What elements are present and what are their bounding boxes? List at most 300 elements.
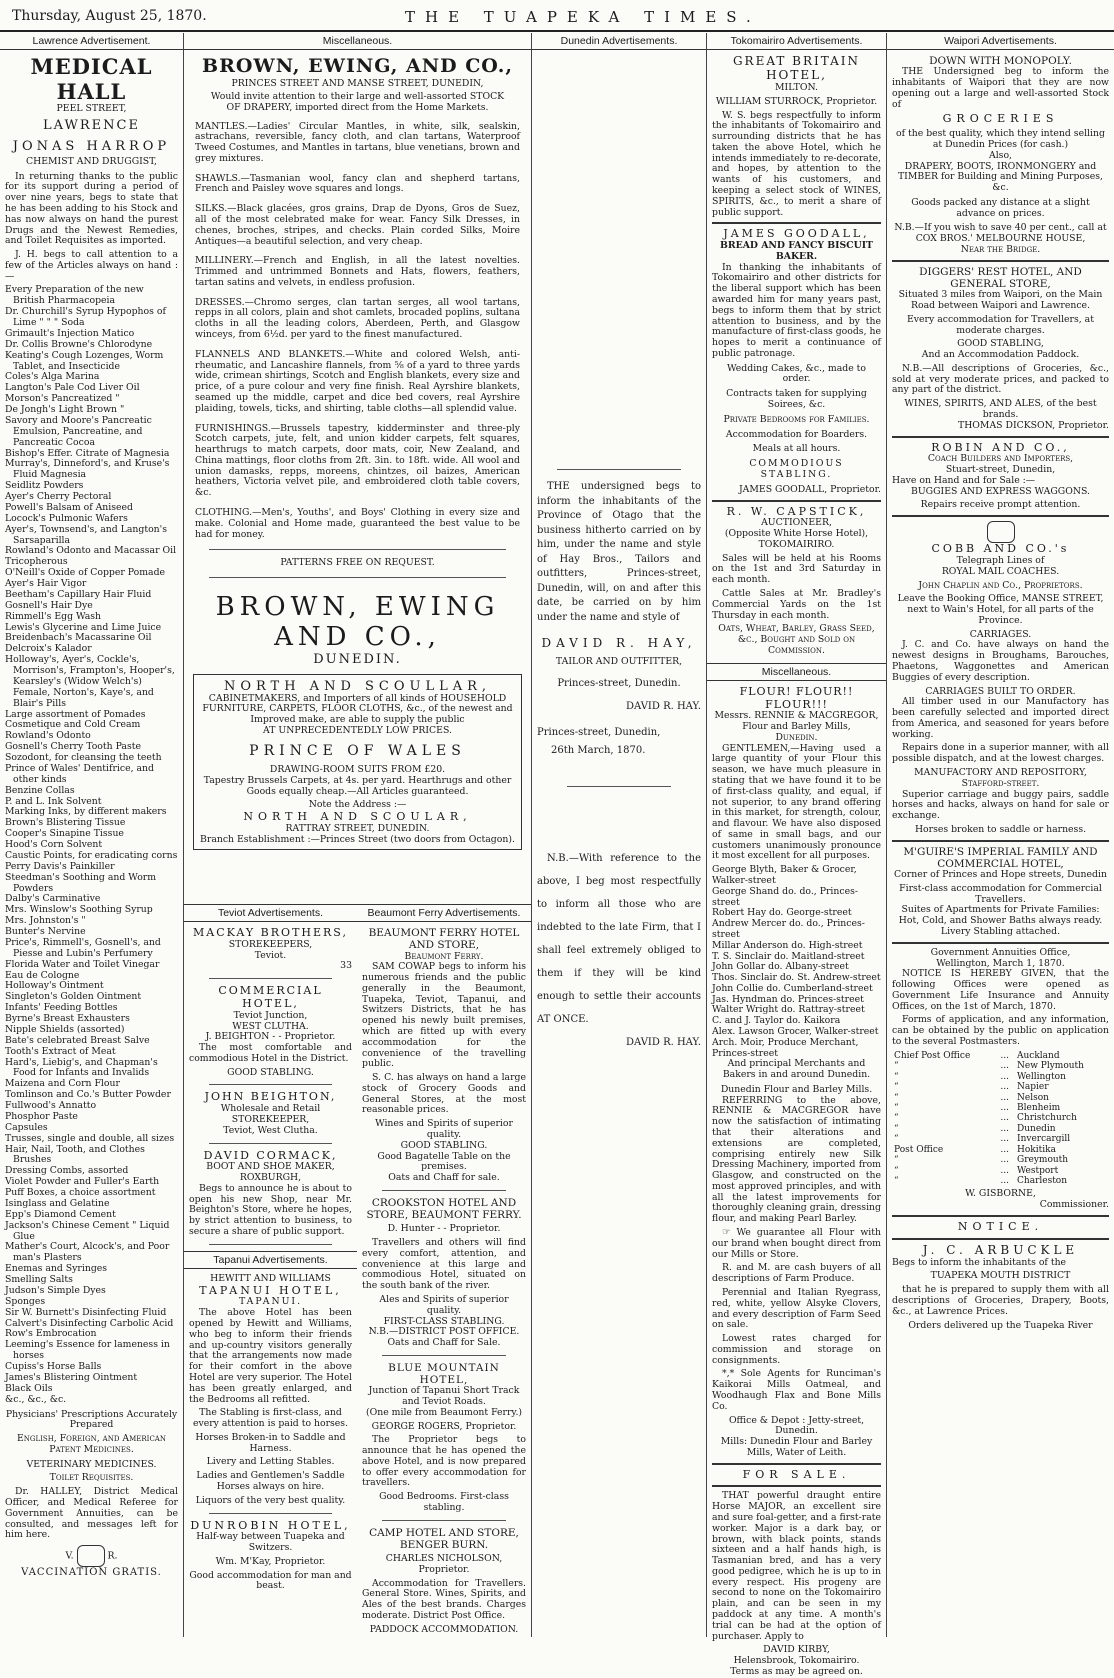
post-office-row: “ ... Charleston xyxy=(892,1176,1109,1186)
repairs-text: Repairs done in a superior manner, with all possible dispatch, and at the lowest charges. xyxy=(892,742,1109,765)
post-office-row: Post Office ... Hokitika xyxy=(892,1145,1109,1155)
signatory: Robert Hay do. George-street xyxy=(712,907,852,919)
mguire-corner: Corner of Princes and Hope streets, Dunedin xyxy=(894,869,1107,881)
annuities-forms: Forms of application, and any information, can be obtained by the public on application to the several Postmasters. xyxy=(892,1014,1109,1047)
crookston-ales: Ales and Spirits of superior quality. xyxy=(379,1293,509,1316)
office-town: New Plymouth xyxy=(1017,1061,1084,1072)
office-type: “ xyxy=(894,1165,899,1176)
list-item: Bate's celebrated Breast Salve xyxy=(5,1034,150,1046)
drapery-section: MANTLES.—Ladies' Circular Mantles, in white, silk, sealskin, astrachans, reversible, fancy cloth, and clan tartans, Waterproof Tweed Costumes, and Mantles in tartans, blue venetians, brown and grey mixtures. xyxy=(195,120,520,164)
list-item: Tomlinson and Co.'s Butter Powder xyxy=(5,1089,171,1101)
address-note: Note the Address :— xyxy=(308,799,407,811)
commissioner: Commissioner. xyxy=(1039,1199,1109,1211)
list-item: Tricopherous xyxy=(5,556,68,568)
baker-line-4: Accommodation for Boarders. xyxy=(725,428,868,440)
beaumont-place: Beaumont Ferry. xyxy=(404,950,484,962)
hotel-name: GREAT BRITAIN HOTEL, xyxy=(732,54,861,83)
firm-desc: CABINETMAKERS, and Importers of all kinds of HOUSEHOLD FURNITURE, CARPETS, FLOOR CLOTHS, &c., of the newest and Improved make, are able to supply the public xyxy=(202,692,513,726)
veterinary-medicines: VETERINARY MEDICINES. xyxy=(26,1458,157,1470)
firm-street: RATTRAY STREET, DUNEDIN. xyxy=(285,822,430,834)
hay-signature-2: DAVID R. HAY. xyxy=(625,1037,701,1049)
robin-sub: Coach Builders and Importers, xyxy=(927,453,1074,465)
hay-signature: DAVID R. HAY. xyxy=(625,701,701,713)
beaumont-bagatelle: Good Bagatelle Table on the premises. xyxy=(377,1150,511,1173)
product-list xyxy=(5,285,178,1405)
post-office-row: “ ... Invercargill xyxy=(892,1134,1109,1144)
millers-town: Dunedin. xyxy=(775,731,818,743)
list-item: Ayer's Hair Vigor xyxy=(5,578,87,590)
mills-seeds: Perennial and Italian Ryegrass, red, white, yellow Alsyke Clovers, and every description of Farm Seed on sale. xyxy=(712,1286,881,1331)
list-item: Breidenbach's Macassarine Oil xyxy=(5,632,152,644)
flour-testimony: GENTLEMEN,—Having used a large quantity of your Flour this season, we have much pleasure in stating that we have found it to be of first-class quality, and equal, if not superior, to any brand offering in this market, for strength, colour, and flavour. We have also disposed of same in small bags, and our customers unanimously pronounce it most excellent for all purposes. xyxy=(712,742,881,862)
drawing-room-suits: DRAWING-ROOM SUITS FROM £20. xyxy=(269,763,446,775)
crookston-nb: N.B.—DISTRICT POST OFFICE. xyxy=(368,1326,520,1338)
drapery-section: MILLINERY.—French and English, in all the latest novelties. Trimmed and untrimmed Bonnets and Hats, flowers, feathers, tartan satins and velvets, in endless profusion. xyxy=(195,255,520,288)
beaumont-stabling: GOOD STABLING. xyxy=(400,1139,488,1151)
section-header: Tokomairiro Advertisements. xyxy=(707,33,886,50)
list-item: Singleton's Golden Ointment xyxy=(5,991,142,1003)
ad-title: BROWN, EWING, AND CO., xyxy=(202,55,513,78)
robin-street: Stuart-street, Dunedin, xyxy=(945,464,1056,476)
carriages-text: J. C. and Co. have always on hand the newest designs in Broughams, Barouches, Phaetons, Waggonettes and American Buggies of every description. xyxy=(892,639,1109,683)
near-bridge: Near the Bridge. xyxy=(960,244,1041,256)
telegraph-lines: Telegraph Lines of xyxy=(956,554,1045,566)
list-item: Puff Boxes, a choice assortment xyxy=(5,1187,156,1199)
groceries: GROCERIES xyxy=(942,112,1059,126)
robin-buggies: BUGGIES AND EXPRESS WAGGONS. xyxy=(911,485,1090,497)
office-town: Christchurch xyxy=(1017,1113,1077,1124)
office-town: Hokitika xyxy=(1017,1144,1056,1155)
beaumont-oats: Oats and Chaff for sale. xyxy=(388,1172,500,1184)
arbuckle-text: Begs to inform the inhabitants of the xyxy=(892,1256,1067,1268)
teviot-ad-text: Begs to announce he is about to open his new Shop, near Mr. Beighton's Store, where he hopes, by strict attention to business, to secure a share of public support. xyxy=(189,1182,352,1237)
post-office-list xyxy=(892,1051,1109,1187)
list-item: Hard's, Liebig's, and Chapman's Food for Infants and Invalids xyxy=(5,1056,158,1079)
teviot-ad-text: The most comfortable and commodious Hotel in the District. xyxy=(189,1042,352,1064)
teviot-ads xyxy=(189,927,352,1245)
horse-terms: Terms as may be agreed on. xyxy=(730,1665,863,1677)
ad-proprietor: JONAS HARROP xyxy=(12,138,171,154)
camp-hotel: CAMP HOTEL AND STORE, BENGER BURN. xyxy=(369,1526,519,1551)
office-town: Blenheim xyxy=(1017,1102,1061,1113)
signatory: T. S. Sinclair do. Maitland-street xyxy=(712,950,865,962)
flour-title: FLOUR! FLOUR!! FLOUR!!! xyxy=(739,684,854,711)
ad-invite: Would invite attention to their large and well-assorted STOCK OF DRAPERY, imported direct from the Home Markets. xyxy=(210,90,505,113)
nb-save: N.B.—If you wish to save 40 per cent., call at xyxy=(894,222,1107,234)
office-town: Greymouth xyxy=(1017,1155,1069,1166)
office-type: “ xyxy=(894,1071,899,1082)
list-item: O'Neill's Oxide of Copper Pomade xyxy=(5,567,166,579)
signatory: George Blyth, Baker & Grocer, Walker-street xyxy=(712,864,857,887)
list-item: Murray's, Dinneford's, and Kruse's Fluid Magnesia xyxy=(5,458,170,481)
mills-ref: REFERRING to the above, RENNIE & MACGREGOR have now the satisfaction of intimating that their alterations and extensions are completed, comprising entirely new Silk Dressing Machinery, imported from Glasgow, and constructed on the most approved principles, and with all the latest improvements for thoroughly cleaning grain, dressing flour, and making Pearl Barley. xyxy=(712,1094,881,1225)
office-type: “ xyxy=(894,1113,899,1124)
list-item: Mather's Court, Alcock's, and Poor man's Plasters xyxy=(5,1241,170,1264)
baker-line-3: Private Bedrooms for Families. xyxy=(723,413,870,425)
list-item: James's Blistering Ointment xyxy=(5,1371,138,1383)
office-type: “ xyxy=(894,1134,899,1145)
notice-title: NOTICE. xyxy=(957,1220,1044,1233)
annuities-notice: NOTICE IS HEREBY GIVEN, that the following Offices were opened as Government Life Insurance and Annuity Offices, on the 1st of March, 1870. xyxy=(892,968,1109,1012)
office-type: Post Office xyxy=(894,1144,944,1155)
capstick-3: Oats, Wheat, Barley, Grass Seed, &c., Bought and Sold on Commission. xyxy=(718,623,875,656)
ad-address: PRINCES STREET AND MANSE STREET, DUNEDIN, xyxy=(231,78,484,90)
office-type: “ xyxy=(894,1176,899,1186)
carriages-built: CARRIAGES BUILT TO ORDER. xyxy=(925,685,1076,697)
mills-guarantee: ☞ We guarantee all Flour with our brand when bought direct from our Mills or Store. xyxy=(712,1227,881,1260)
teviot-ad xyxy=(189,985,352,1085)
list-item: Tooth's Extract of Meat xyxy=(5,1045,116,1057)
mills-agents: *‚* Sole Agents for Runciman's Kaikorai Mills Oatmeal, and Woodhaugh Flax and Bone Mills Co. xyxy=(712,1368,881,1412)
teviot-ad xyxy=(189,1150,352,1245)
hotel-prop: WILLIAM STURROCK, Proprietor. xyxy=(715,95,878,107)
crookston-hotel: CROOKSTON HOTEL AND STORE, BEAUMONT FERRY. xyxy=(366,1196,522,1222)
list-item: Grimault's Injection Matico xyxy=(5,327,135,339)
list-item: Lewis's Glycerine and Lime Juice xyxy=(5,621,162,633)
ad-trade: CHEMIST AND DRUGGIST, xyxy=(26,155,157,167)
list-item: Every Preparation of the new British Pharmacopeia xyxy=(5,284,144,307)
post-office-row: “ ... Napier xyxy=(892,1082,1109,1092)
section-header: Teviot Advertisements. xyxy=(184,905,357,922)
list-item: Cosmetique and Cold Cream xyxy=(5,719,141,731)
list-item: Bishop's Effer. Citrate of Magnesia xyxy=(5,447,170,459)
dunrobin-hotel: DUNROBIN HOTEL, xyxy=(190,1518,351,1532)
ad-list-intro: J. H. begs to call attention to a few of the Articles always on hand :— xyxy=(5,249,178,282)
list-item: Eau de Cologne xyxy=(5,969,80,981)
millers: Messrs. RENNIE & MACGREGOR, Flour and Barley Mills, xyxy=(714,710,879,733)
beaumont-text1: SAM COWAP begs to inform his numerous friends and the public generally in the Beaumont, Tuapeka, Teviot, Tapanui, and Switzers Districts, that he has opened his newly built premises, which are fitted up with every accommodation for the convenience of the travelling public. xyxy=(362,961,526,1070)
mills-rates: Lowest rates charged for commission and storage on consignments. xyxy=(712,1333,881,1366)
drapery-section: SILKS.—Black glacées, gros grains, Drap de Dyons, Gros de Suez, all of the most celebrated make for wear. Fancy Silk Dresses, in chenes, broches, stripes, and checks. Plain corded Silks, Moire Antiques—a beautiful selection, and very cheap. xyxy=(195,203,520,247)
drapery-sections xyxy=(189,122,526,541)
list-item: Judson's Simple Dyes xyxy=(5,1284,106,1296)
office-town: Westport xyxy=(1017,1165,1059,1176)
drapery-section: DRESSES.—Chromo serges, clan tartan serges, all wool tartans, repps in all colors, plain and shot camlets, brocaded poplins, sultana cloths in all the leading colors, Aberdeen, Perth, and Glasgow winceys, from 6½d. per yard to the finest manufactured. xyxy=(195,296,520,341)
list-item: Langton's Pale Cod Liver Oil xyxy=(5,382,140,394)
ad-town: LAWRENCE xyxy=(43,117,140,133)
prince-of-wales: PRINCE OF WALES xyxy=(249,742,466,759)
list-item: Jackson's Chinese Cement " Liquid Glue xyxy=(5,1219,170,1242)
diggers-wines: WINES, SPIRITS, AND ALES, of the best brands. xyxy=(904,398,1097,420)
list-item: Ayer's Cherry Pectoral xyxy=(5,491,112,503)
list-item: Caustic Points, for eradicating corns xyxy=(5,849,178,861)
prescriptions: Physicians' Prescriptions Accurately Prepared xyxy=(5,1408,178,1431)
list-item: Hood's Corn Solvent xyxy=(5,839,103,851)
list-item: Delcroix's Kalador xyxy=(5,643,92,655)
camp-text: Accommodation for Travellers. General Store. Wines, Spirits, and Ales of the best brands. Charges moderate. District Post Office. xyxy=(362,1577,526,1622)
teviot-ad-place: WEST CLUTHA. xyxy=(232,1020,309,1032)
list-item: Perry Davis's Painkiller xyxy=(5,860,115,872)
list-item: Coles's Alga Marina xyxy=(5,371,100,383)
diggers-dickson: THOMAS DICKSON, Proprietor. xyxy=(958,419,1109,431)
royal-crest-icon xyxy=(77,1545,105,1567)
baker-line-1: Wedding Cakes, &c., made to order. xyxy=(727,362,866,385)
hay-nb: N.B.—With reference to the above, I beg most respectfully to inform all those who are indebted to the late Firm, that I shall feel extremely obliged to them if they will be kind enough to settle their accounts AT ONCE. xyxy=(537,853,701,1026)
timber-text: All timber used in our Manufactory has been carefully selected and imported direct from America, and seasoned for years before working. xyxy=(892,696,1109,740)
column-tokomairiro xyxy=(706,33,886,1677)
list-item: Large assortment of Pomades xyxy=(5,708,146,720)
list-item: Prince of Wales' Dentifrice, and other kinds xyxy=(5,762,154,785)
mguire-text: First-class accommodation for Commercial Travellers. xyxy=(899,882,1102,905)
post-office-row: Chief Post Office ... Auckland xyxy=(892,1051,1109,1061)
baker-line-5: Meals at all hours. xyxy=(752,443,841,455)
tapanui-owners: HEWITT AND WILLIAMS xyxy=(210,1272,331,1284)
list-item: Maizena and Corn Flour xyxy=(5,1078,120,1090)
tapanui-l3: Ladies and Gentlemen's Saddle Horses always on hire. xyxy=(196,1470,345,1492)
principal-merchants: And principal Merchants and Bakers in and around Dunedin. xyxy=(722,1058,871,1081)
diggers-nb: N.B.—All descriptions of Groceries, &c., sold at very moderate prices, and packed to any part of the district. xyxy=(892,362,1109,396)
hotel-town: MILTON. xyxy=(775,81,818,93)
ad-title-2: BROWN, EWING AND CO., xyxy=(215,592,500,653)
cox-bros: COX BROS.' MELBOURNE HOUSE, xyxy=(915,233,1086,245)
beaumont-wines: Wines and Spirits of superior quality. xyxy=(375,1118,513,1141)
list-item: Dalby's Carminative xyxy=(5,893,101,905)
signatory: John Collie do. Cumberland-street xyxy=(712,982,873,994)
north-scoullar-ad xyxy=(193,674,522,851)
annuities-office: Government Annuities Office, xyxy=(930,946,1071,958)
column-lawrence xyxy=(0,33,183,1637)
signatory: Arch. Moir, Produce Merchant, Princes-street xyxy=(712,1036,859,1059)
stafford-street: Stafford-street. xyxy=(961,777,1040,789)
baker-name: JAMES GOODALL, xyxy=(723,227,870,241)
post-office-row: “ ... Westport xyxy=(892,1166,1109,1176)
office-type: Chief Post Office xyxy=(894,1050,971,1061)
robin-hand: Have on Hand and for Sale :— xyxy=(892,474,1036,486)
low-prices: AT UNPRECEDENTEDLY LOW PRICES. xyxy=(263,724,452,736)
baker-text: In thanking the inhabitants of Tokomairiro and other districts for the liberal support which has been awarded him for many years past, begs to inform them that by strict attention to business, and by the manufacture of first-class goods, he hopes to merit a continuance of public patronage. xyxy=(712,261,881,359)
list-item: Locock's Pulmonic Wafers xyxy=(5,512,128,524)
teviot-ad-sub: Wholesale and Retail xyxy=(220,1103,321,1115)
camp-prop: CHARLES NICHOLSON, Proprietor. xyxy=(385,1553,503,1575)
signatory: George Shand do. do., Princes-street xyxy=(712,885,858,908)
tapanui-l4: Liquors of the very best quality. xyxy=(195,1494,346,1506)
signatory: Jas. Hyndman do. Princes-street xyxy=(712,993,864,1005)
post-office-row: “ ... Nelson xyxy=(892,1093,1109,1103)
list-item: Ayer's, Townsend's, and Langton's Sarsaparilla xyxy=(5,523,167,546)
list-item: &c., &c., &c. xyxy=(5,1393,67,1405)
tapanui-l1: Horses Broken-in to Saddle and Harness. xyxy=(195,1431,346,1454)
masthead xyxy=(0,0,1114,32)
crest-letter-v: V. xyxy=(65,1550,74,1562)
beaumont-hotel: BEAUMONT FERRY HOTEL AND STORE, xyxy=(368,927,520,952)
section-header: Beaumont Ferry Advertisements. xyxy=(357,905,531,922)
office-town: Auckland xyxy=(1017,1050,1060,1061)
robin-co: ROBIN AND CO., xyxy=(931,440,1070,454)
carriages: CARRIAGES. xyxy=(969,628,1032,640)
mguire-suites: Suites of Apartments for Private Families: Hot, Cold, and Shower Baths always ready. Livery Stabling attached. xyxy=(898,904,1103,937)
tapanui-text2: The Stabling is first-class, and every attention is paid to horses. xyxy=(192,1407,349,1430)
mguire-hotel: M'GUIRE'S IMPERIAL FAMILY AND COMMERCIAL HOTEL, xyxy=(903,845,1098,870)
horse-ad: THAT powerful draught entire Horse MAJOR, an excellent sire and sure foal-getter, and a first-rate worker. Major is a dark bay, or brown, with black points, stands sixteen and a half hands high, is Tasmanian bred, and has a very good pedigree, which he is up to in every respect. His progeny are second to none on the Tokomairiro plain, and can be seen in my paddock at any time. A month's trial can be had at the option of purchaser. Apply to xyxy=(712,1490,882,1642)
list-item: Black Oils xyxy=(5,1382,53,1394)
cobb-co: COBB AND CO.'s xyxy=(931,542,1070,556)
drapery-section: FLANNELS AND BLANKETS.—White and colored Welsh, anti-rheumatic, and Lancashire flannels, from ⅝ of a yard to three yards wide, crimean shirtings, Scotch and English blankets, every size and price, of a pure colour and very fine finish. Real Ayrshire blankets, seamed up the middle, carpet and dice bed covers, real Ayrshire plaiding, towels, ticks, and shirting, table cloths—all splendid value. xyxy=(195,348,520,414)
section-header: Lawrence Advertisement. xyxy=(0,33,183,50)
list-item: Benzine Collas xyxy=(5,784,75,796)
patterns-note: PATTERNS FREE ON REQUEST. xyxy=(280,557,435,569)
office-town: Wellington xyxy=(1017,1071,1066,1082)
office-type: “ xyxy=(894,1061,899,1072)
crookston-prop: D. Hunter - - Proprietor. xyxy=(387,1223,501,1235)
tapanui-l2: Livery and Letting Stables. xyxy=(206,1456,335,1468)
teviot-ad-name: JOHN BEIGHTON, xyxy=(204,1090,337,1104)
diggers-text: Situated 3 miles from Waipori, on the Main Road between Waipori and Lawrence. xyxy=(898,289,1103,311)
capstick-addr: (Opposite White Horse Hotel), TOKOMAIRIRO. xyxy=(724,528,869,550)
office-type: “ xyxy=(894,1082,899,1093)
orders-delivered: Orders delivered up the Tuapeka River xyxy=(908,1319,1093,1331)
teviot-ad-name: COMMERCIAL HOTEL, xyxy=(218,984,323,1011)
diggers-every: Every accommodation for Travellers, at moderate charges. xyxy=(907,313,1094,336)
patent-medicines: English, Foreign, and American Patent Medicines. xyxy=(16,1433,166,1455)
crookston-oats: Oats and Chaff for Sale. xyxy=(387,1337,501,1349)
ad-title: MEDICAL HALL xyxy=(30,54,153,104)
mills-office: Office & Depot : Jetty-street, Dunedin. xyxy=(728,1414,865,1437)
list-item: Sir W. Burnett's Disinfecting Fluid xyxy=(5,1306,167,1318)
blue-text: The Proprietor begs to announce that he has opened the above Hotel, and is now prepared to offer every accommodation for travellers. xyxy=(362,1434,526,1489)
teviot-ad-name: DAVID CORMACK, xyxy=(203,1148,338,1162)
list-item: Mrs. Johnston's " xyxy=(5,915,86,927)
list-item: Beetham's Capillary Hair Fluid xyxy=(5,588,152,600)
list-item: Fullwood's Annatto xyxy=(5,1100,97,1112)
list-item: Rowland's Odonto xyxy=(5,730,91,742)
coach-crest-row xyxy=(892,521,1109,543)
mills-title: Dunedin Flour and Barley Mills. xyxy=(720,1083,873,1095)
list-item: Row's Embrocation xyxy=(5,1328,97,1340)
mills-location: Mills: Dunedin Flour and Barley Mills, Water of Leith. xyxy=(720,1436,873,1458)
list-item: Florida Water and Toilet Vinegar xyxy=(5,958,160,970)
list-item: Rowland's Odonto and Macassar Oil xyxy=(5,545,177,557)
office-type: “ xyxy=(894,1123,899,1134)
teviot-ad-place: STOREKEEPER, xyxy=(231,1113,310,1125)
list-item: Gosnell's Cherry Tooth Paste xyxy=(5,741,141,753)
signatory: Millar Anderson do. High-street xyxy=(712,939,863,951)
drapery-section: FURNISHINGS.—Brussels tapestry, kidderminster and three-ply Scotch carpets, jute, felt, and union kidder carpets, felt squares, hearthrugs to match carpets, door mats, coir, New Zealand, and China mattings, floor cloths from 2ft. 3in. to 18ft. wide. All wool and union damasks, repps, moreens, chintzes, oil baizes, American heathers, Victoria velvet pile, and embroidered cloth table covers, &c. xyxy=(195,422,520,499)
teviot-ad xyxy=(189,927,352,979)
post-office-row: “ ... Christchurch xyxy=(892,1113,1109,1123)
list-item: Infants' Feeding Bottles xyxy=(5,1002,118,1014)
blue-bedrooms: Good Bedrooms. First-class stabling. xyxy=(379,1491,509,1514)
goods-packed: Goods packed any distance at a slight advance on prices. xyxy=(911,196,1090,219)
list-item: Hair, Nail, Tooth, and Clothes Brushes xyxy=(5,1143,145,1166)
tuapeka-mouth: TUAPEKA MOUTH DISTRICT xyxy=(930,1270,1071,1282)
column-beaumont xyxy=(357,904,531,1637)
diggers-rest: DIGGERS' REST HOTEL, AND GENERAL STORE, xyxy=(919,265,1082,290)
vaccination-notice: VACCINATION GRATIS. xyxy=(21,1567,162,1579)
ad-street: PEEL STREET, xyxy=(56,102,127,114)
beaumont-text2: S. C. has always on hand a large stock of Grocery Goods and General Stores, at the most reasonable prices. xyxy=(362,1072,526,1116)
list-item: Dr. Churchill's Syrup Hypophos of Lime " " " Soda xyxy=(5,306,166,329)
arbuckle-text-2: that he is prepared to supply them with all descriptions of Groceries, Drapery, Boots, &c., at Lawrence Prices. xyxy=(892,1284,1109,1317)
tapanui-text1: The above Hotel has been opened by Hewitt and Williams, who beg to inform their friends and up-country visitors generally that the arrangements now made for their comfort in the above Hotel are very superior. The Hotel has been greatly enlarged, and the Bedrooms all refitted. xyxy=(189,1307,352,1405)
list-item: Sponges xyxy=(5,1295,46,1307)
royal-crest-icon xyxy=(987,521,1015,543)
kirby-place: Helensbrook, Tokomairiro. xyxy=(733,1655,860,1667)
dunrobin-prop: Wm. M'Kay, Proprietor. xyxy=(215,1555,326,1567)
hay-name: DAVID R. HAY, xyxy=(541,636,697,651)
list-item: Sozodont, for cleansing the teeth xyxy=(5,752,162,764)
teviot-ad-sub: STOREKEEPERS, xyxy=(228,938,313,950)
blue-sub: Junction of Tapanui Short Track and Teviot Roads. xyxy=(368,1385,520,1407)
paddock-accommodation: PADDOCK ACCOMMODATION. xyxy=(369,1623,519,1635)
list-item: Holloway's Ointment xyxy=(5,980,104,992)
halley-note: Dr. HALLEY, District Medical Officer, and Medical Referee for Government Annuities, can be consulted, and messages left for him here. xyxy=(5,1486,178,1541)
blue-mountain-hotel: BLUE MOUNTAIN HOTEL, xyxy=(388,1361,500,1387)
royal-mail: ROYAL MAIL COACHES. xyxy=(941,565,1060,577)
baker-line-2: Contracts taken for supplying Soirees, &c. xyxy=(726,388,867,411)
list-item: Seidlitz Powders xyxy=(5,480,84,492)
drapery: DRAPERY, BOOTS, IRONMONGERY and TIMBER for Building and Mining Purposes, &c. xyxy=(897,160,1103,194)
tapanui-town: TAPANUI. xyxy=(238,1296,303,1308)
post-office-row: “ ... Blenheim xyxy=(892,1103,1109,1113)
chaplin: John Chaplin and Co., Proprietors. xyxy=(918,579,1083,591)
list-item: Nipple Shields (assorted) xyxy=(5,1023,125,1035)
column-dunedin xyxy=(531,33,706,1637)
tapanui-hotel: TAPANUI HOTEL, xyxy=(199,1283,342,1297)
crest-letter-r: R. xyxy=(107,1550,118,1562)
arbuckle-name: J. C. ARBUCKLE xyxy=(922,1242,1079,1257)
mills-cash: R. and M. are cash buyers of all descriptions of Farm Produce. xyxy=(712,1262,881,1285)
groceries-text: of the best quality, which they intend selling at Dunedin Prices (for cash.) xyxy=(896,128,1105,150)
list-item: Capsules xyxy=(5,1121,48,1133)
baker-trade: BREAD AND FANCY BISCUIT BAKER. xyxy=(720,240,873,262)
dunrobin-text: Good accommodation for man and beast. xyxy=(189,1569,352,1592)
horses-broken: Horses broken to saddle or harness. xyxy=(914,823,1087,835)
drapery-section: CLOTHING.—Men's, Youths', and Boys' Clothing in every size and make. Colonial and Home made, guaranteed the best value to be had for money. xyxy=(195,506,520,540)
ad-town-2: DUNEDIN. xyxy=(313,652,402,668)
list-item: Keating's Cough Lozenges, Worm Tablet, and Insecticide xyxy=(5,349,164,372)
list-item: Marking Inks, by different makers xyxy=(5,806,167,818)
baker-line-6: COMMODIOUS STABLING. xyxy=(749,458,844,480)
list-item: Phosphor Paste xyxy=(5,1110,78,1122)
kirby-name: DAVID KIRBY, xyxy=(763,1644,830,1656)
section-header-tapanui: Tapanui Advertisements. xyxy=(184,1251,357,1269)
list-item: Cooper's Sinapine Tissue xyxy=(5,828,124,840)
list-item: Savory and Moore's Pancreatic Emulsion, Pancreatine, and Pancreatic Cocoa xyxy=(5,414,152,448)
baker-line-7: JAMES GOODALL, Proprietor. xyxy=(738,483,881,495)
list-item: Mrs. Winslow's Soothing Syrup xyxy=(5,904,153,916)
office-town: Napier xyxy=(1017,1082,1049,1093)
monopoly-text: THE Undersigned beg to inform the inhabitants of Waipori that they are now opening out a large and well-assorted Stock of xyxy=(892,66,1109,110)
booking-office: Leave the Booking Office, MANSE STREET, next to Wain's Hotel, for all parts of the Province. xyxy=(897,593,1104,626)
teviot-ad-name: MACKAY BROTHERS, xyxy=(193,926,348,940)
carpets-note: Tapestry Brussels Carpets, at 4s. per yard. Hearthrugs and other Goods equally cheap.—All Articles guaranteed. xyxy=(203,774,512,797)
drapery-section: SHAWLS.—Tasmanian wool, fancy clan and shepherd tartans, French and Paisley wove squares and longs. xyxy=(195,172,520,195)
diggers-stabling: GOOD STABLING, xyxy=(957,338,1044,350)
blue-mile: (One mile from Beaumont Ferry.) xyxy=(365,1406,523,1418)
section-header: Dunedin Advertisements. xyxy=(532,33,706,50)
post-office-row: “ ... Wellington xyxy=(892,1072,1109,1082)
section-header: Miscellaneous. xyxy=(184,33,531,50)
ad-intro: In returning thanks to the public for its support during a period of over nine years, begs to state that he has been adding to his Stock and has now always on hand the purest Drugs and the Newest Remedies, and Toilet Requisites as imported. xyxy=(5,170,178,247)
list-item: Smelling Salts xyxy=(5,1274,73,1286)
signatory: C. and J. Taylor do. Kaikora xyxy=(712,1015,841,1027)
signatory: John Gollar do. Albany-street xyxy=(712,961,849,973)
hay-place: Princes-street, Dunedin, xyxy=(537,727,661,739)
blue-prop: GEORGE ROGERS, Proprietor. xyxy=(371,1420,517,1432)
list-item: Steedman's Soothing and Worm Powders xyxy=(5,871,157,894)
list-item: Rimmell's Egg Wash xyxy=(5,610,102,622)
hay-notice: THE undersigned begs to inform the inhabitants of the Province of Otago that the business hitherto carried on by him, under the name and style of Hay Bros., Tailors and outfitters, Princes-street, Dunedin, will, on and after this date, be carried on by him under the name and style of xyxy=(537,481,701,623)
issue-date: Thursday, August 25, 1870. xyxy=(12,8,207,24)
list-item: De Jongh's Light Brown " xyxy=(5,404,125,416)
capstick-2: Cattle Sales at Mr. Bradley's Commercial Yards on the 1st Thursday in each month. xyxy=(712,587,881,621)
also: Also, xyxy=(988,149,1012,161)
post-office-row: “ ... Dunedin xyxy=(892,1124,1109,1134)
newspaper-title: THE TUAPEKA TIMES. xyxy=(405,8,761,26)
teviot-ad-num: 33 xyxy=(340,960,352,972)
monopoly-title: DOWN WITH MONOPOLY. xyxy=(929,55,1072,68)
section-header-misc: Miscellaneous. xyxy=(707,663,886,681)
